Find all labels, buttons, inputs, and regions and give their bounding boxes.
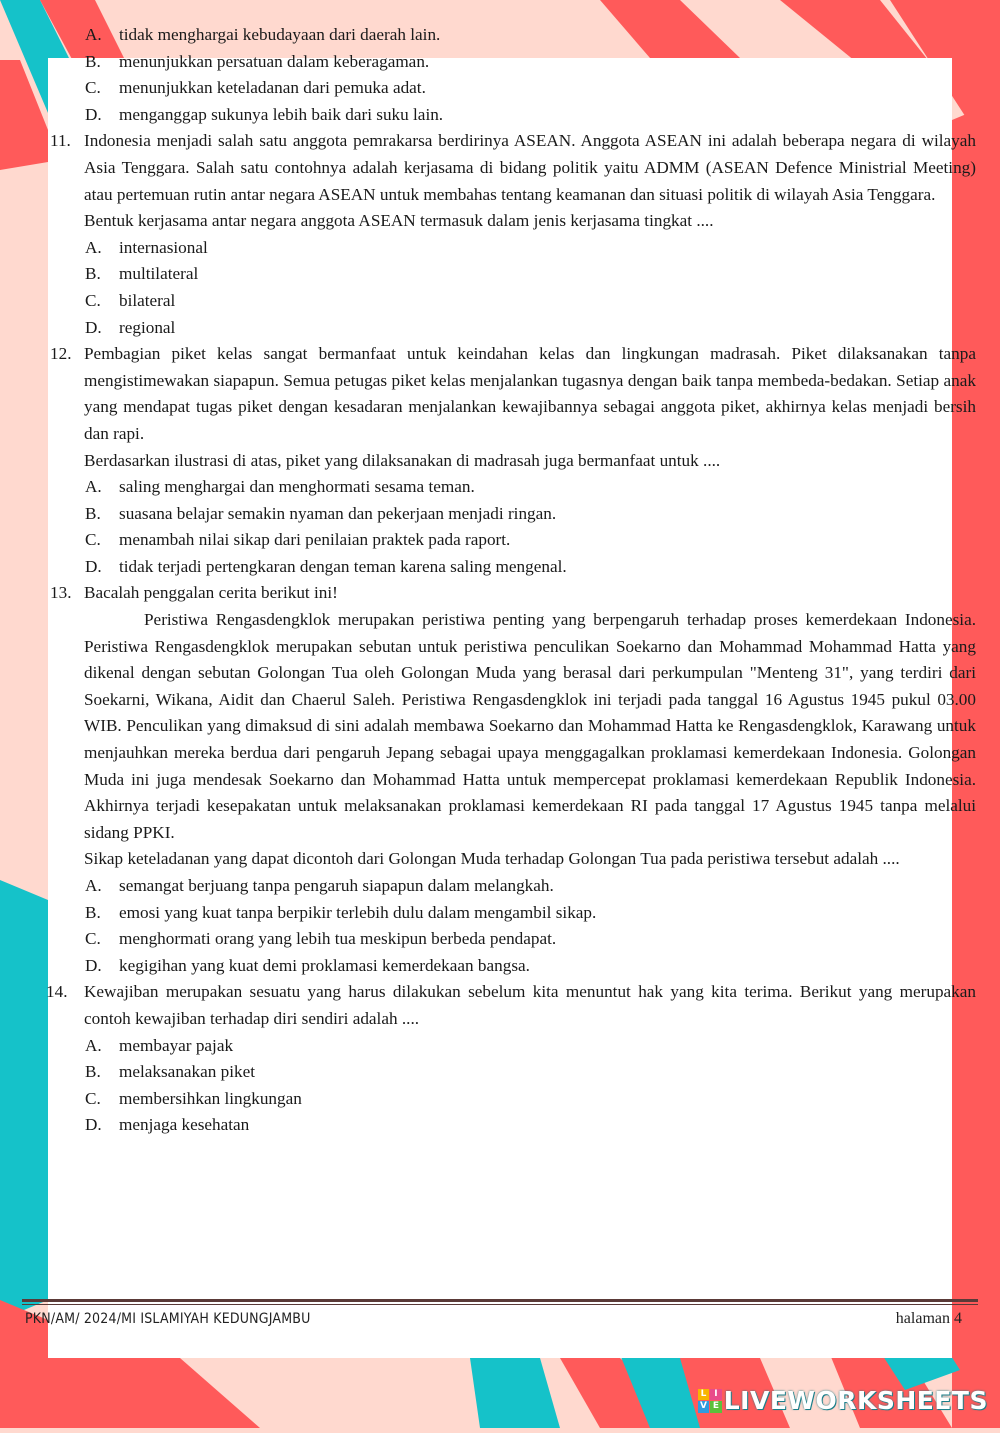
q11-option-a[interactable] xyxy=(0,235,1000,262)
question-11 xyxy=(0,128,1000,341)
option-letter: D. xyxy=(85,955,102,975)
option-text: menunjukkan persatuan dalam keberagaman. xyxy=(119,51,430,71)
q12-option-d[interactable] xyxy=(0,554,1000,581)
question-12 xyxy=(0,341,1000,580)
q11-option-d[interactable] xyxy=(0,315,1000,342)
q12-option-b[interactable] xyxy=(0,501,1000,528)
q10-option-b[interactable] xyxy=(0,49,1000,76)
question-13-text-block xyxy=(0,580,1000,607)
question-11-text-block xyxy=(0,128,1000,208)
q11-option-c[interactable] xyxy=(0,288,1000,315)
q14-option-c[interactable] xyxy=(0,1086,1000,1113)
q12-option-a[interactable] xyxy=(0,474,1000,501)
q10-option-a[interactable] xyxy=(0,22,1000,49)
story-passage: Peristiwa Rengasdengklok merupakan peristiwa penting yang berpengaruh terhadap proses kemerdekaan Indonesia. Peristiwa Rengasdengklok merupakan sebutan untuk peristiwa penculikan Soekarno dan Mohammad Mohammad Hatta yang dikenal dengan sebutan Golongan Tua oleh Golongan Muda yang berasal dari perkumpulan "Menteng 31", yang terdiri dari Soekarni, Wikana, Aidit dan Chaerul Saleh. Peristiwa Rengasdengklok ini terjadi pada tanggal 16 Agustus 1945 pukul 03.00 WIB. Penculikan yang dimaksud di sini adalah membawa Soekarno dan Mohammad Hatta ke Rengasdengklok, Karawang untuk menjauhkan mereka berdua dari pengaruh Jepang sebagai upaya menggagalkan proklamasi kemerdekaan Indonesia. Golongan Muda ini juga mendesak Soekarno dan Mohammad Hatta untuk mempercepat proklamasi kemerdekaan Republik Indonesia. Akhirnya terjadi kesepakatan untuk melaksanakan proklamasi kemerdekaan RI pada tanggal 17 Agustus 1945 tanpa melalui sidang PPKI. xyxy=(84,610,976,842)
option-text: emosi yang kuat tanpa berpikir terlebih dulu dalam mengambil sikap. xyxy=(119,902,597,922)
q10-option-c[interactable] xyxy=(0,75,1000,102)
option-text: menambah nilai sikap dari penilaian praktek pada raport. xyxy=(119,530,511,550)
q13-option-b[interactable] xyxy=(0,900,1000,927)
option-letter: A. xyxy=(85,25,102,44)
option-text: menunjukkan keteladanan dari pemuka adat. xyxy=(119,78,426,98)
option-text: multilateral xyxy=(119,264,199,284)
question-number: 13. xyxy=(50,583,72,603)
footer-divider-thin xyxy=(22,1304,978,1305)
liveworksheets-wordmark: LIVEWORKSHEETS xyxy=(723,1386,988,1415)
option-text: tidak menghargai kebudayaan dari daerah lain. xyxy=(119,25,441,44)
q14-options xyxy=(0,1033,1000,1139)
question-stem: Berdasarkan ilustrasi di atas, piket yang dilaksanakan di madrasah juga bermanfaat untuk .... xyxy=(84,450,721,470)
option-text: menjaga kesehatan xyxy=(119,1115,250,1135)
q10-option-d[interactable] xyxy=(0,102,1000,129)
q13-option-d[interactable] xyxy=(0,953,1000,980)
question-13 xyxy=(0,580,1000,979)
option-letter: B. xyxy=(85,264,101,284)
footer-document-code: PKN/AM/ 2024/MI ISLAMIYAH KEDUNGJAMBU xyxy=(25,1311,311,1327)
option-text: bilateral xyxy=(119,290,176,310)
q11-options xyxy=(0,235,1000,341)
option-letter: D. xyxy=(85,104,102,124)
question-number: 12. xyxy=(50,344,72,364)
liveworksheets-logo-icon xyxy=(698,1389,722,1413)
question-number: 11. xyxy=(50,131,71,151)
option-text: suasana belajar semakin nyaman dan pekerjaan menjadi ringan. xyxy=(119,503,557,523)
option-letter: C. xyxy=(85,78,101,98)
option-text: melaksanakan piket xyxy=(119,1062,256,1082)
footer-page-number: halaman 4 xyxy=(895,1310,962,1327)
option-letter: C. xyxy=(85,1088,101,1108)
q13-option-c[interactable] xyxy=(0,926,1000,953)
option-letter: C. xyxy=(85,290,101,310)
question-text: Pembagian piket kelas sangat bermanfaat untuk keindahan kelas dan lingkungan madrasah. Piket dilaksanakan tanpa mengistimewakan siapapun. Semua petugas piket kelas menjalankan tugasnya dengan baik tanpa membeda-bedakan. Setiap anak yang mendapat tugas piket dengan kesadaran menjalankan kewajibannya sebagai anggota piket, akhirnya kelas menjadi bersih dan rapi. xyxy=(84,344,976,443)
question-12-text-block xyxy=(0,341,1000,447)
option-letter: A. xyxy=(85,876,102,895)
question-text: Indonesia menjadi salah satu anggota pemrakarsa berdirinya ASEAN. Anggota ASEAN ini adalah beberapa negara di wilayah Asia Tenggara. Salah satu contohnya adalah kerjasama di bidang politik yaitu ADMM (ASEAN Defence Ministrial Meeting) atau pertemuan rutin antar negara ASEAN untuk membahas tentang keamanan dan situasi politik di wilayah Asia Tenggara. xyxy=(84,131,976,204)
option-letter: C. xyxy=(85,929,101,949)
option-text: kegigihan yang kuat demi proklamasi kemerdekaan bangsa. xyxy=(119,955,530,975)
question-text: Kewajiban merupakan sesuatu yang harus dilakukan sebelum kita menuntut hak yang kita terima. Berikut yang merupakan contoh kewajiban terhadap diri sendiri adalah .... xyxy=(84,982,976,1028)
logo-letter: V xyxy=(698,1401,710,1413)
q10-options xyxy=(0,22,1000,128)
question-number: 14. xyxy=(46,982,68,1002)
option-text: menganggap sukunya lebih baik dari suku lain. xyxy=(119,104,444,124)
option-text: regional xyxy=(119,317,176,337)
q13-option-a[interactable] xyxy=(0,873,1000,900)
option-text: membersihkan lingkungan xyxy=(119,1088,302,1108)
option-text: tidak terjadi pertengkaran dengan teman karena saling mengenal. xyxy=(119,556,567,576)
option-letter: D. xyxy=(85,1115,102,1135)
option-letter: B. xyxy=(85,902,101,922)
option-text: internasional xyxy=(119,237,208,257)
q12-option-c[interactable] xyxy=(0,527,1000,554)
option-letter: A. xyxy=(85,477,102,497)
question-14-text-block xyxy=(0,979,1000,1032)
liveworksheets-brand[interactable] xyxy=(698,1386,988,1415)
q13-options xyxy=(0,873,1000,979)
option-text: menghormati orang yang lebih tua meskipun berbeda pendapat. xyxy=(119,929,557,949)
option-text: saling menghargai dan menghormati sesama teman. xyxy=(119,477,475,497)
question-stem: Sikap keteladanan yang dapat dicontoh dari Golongan Muda terhadap Golongan Tua pada peristiwa tersebut adalah .... xyxy=(84,849,900,869)
option-letter: D. xyxy=(85,556,102,576)
option-letter: B. xyxy=(85,503,101,523)
option-text: semangat berjuang tanpa pengaruh siapapun dalam melangkah. xyxy=(119,876,554,895)
question-stem: Bentuk kerjasama antar negara anggota ASEAN termasuk dalam jenis kerjasama tingkat .... xyxy=(84,211,714,231)
footer-divider xyxy=(22,1299,978,1302)
option-letter: D. xyxy=(85,317,102,337)
option-text: membayar pajak xyxy=(119,1035,234,1055)
logo-letter: I xyxy=(710,1389,722,1401)
logo-letter: L xyxy=(698,1389,710,1401)
q12-options xyxy=(0,474,1000,580)
question-text: Bacalah penggalan cerita berikut ini! xyxy=(84,583,338,603)
option-letter: B. xyxy=(85,51,101,71)
q14-option-b[interactable] xyxy=(0,1059,1000,1086)
worksheet-content xyxy=(0,22,1000,1139)
q14-option-a[interactable] xyxy=(0,1033,1000,1060)
option-letter: B. xyxy=(85,1062,101,1082)
q11-option-b[interactable] xyxy=(0,261,1000,288)
option-letter: A. xyxy=(85,237,102,257)
logo-letter: E xyxy=(710,1401,722,1413)
option-letter: A. xyxy=(85,1035,102,1055)
question-14 xyxy=(0,979,1000,1139)
option-letter: C. xyxy=(85,530,101,550)
q14-option-d[interactable] xyxy=(0,1112,1000,1139)
